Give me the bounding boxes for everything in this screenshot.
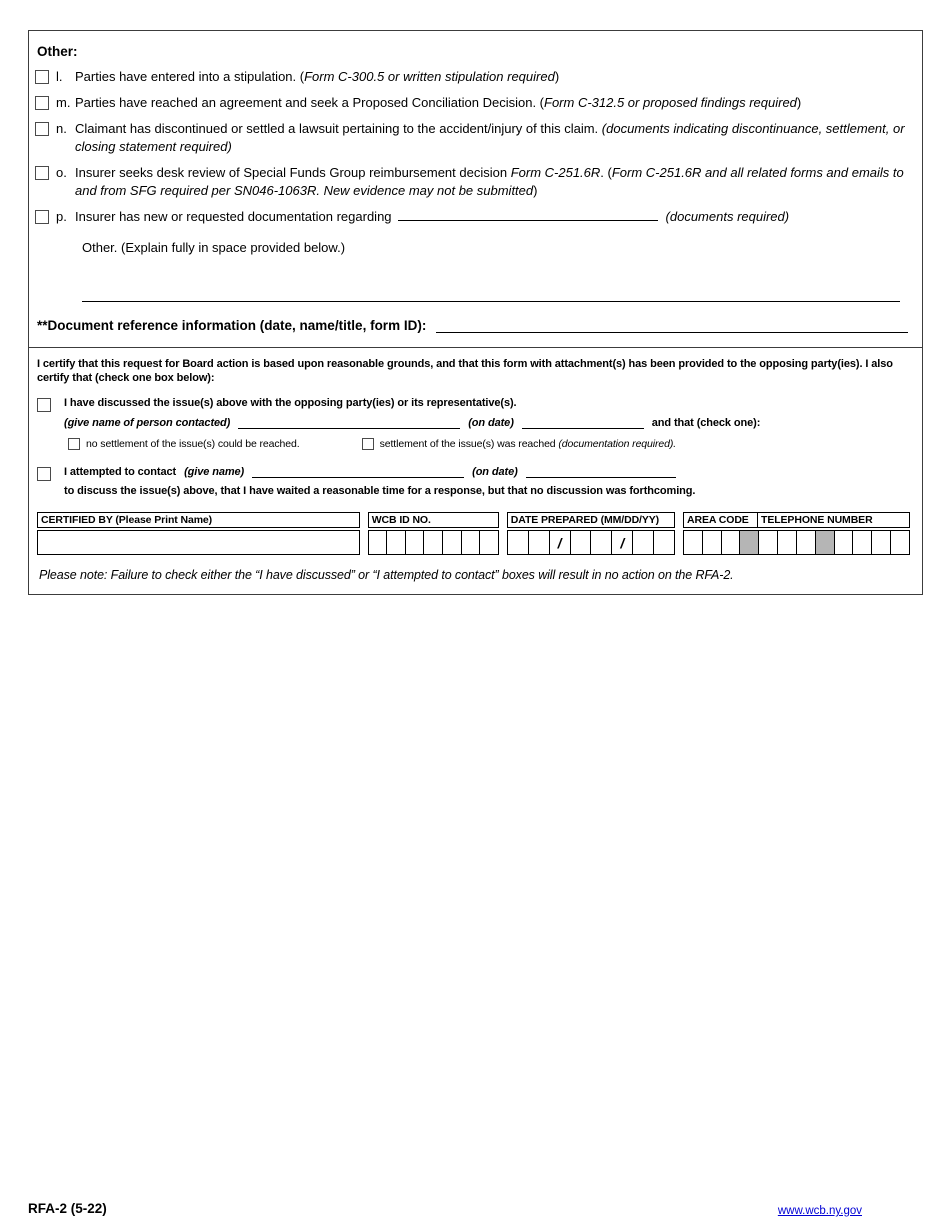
area-code-header: AREA CODE	[683, 512, 758, 528]
phone-digit-cell[interactable]	[777, 530, 797, 555]
item-l-main: Parties have entered into a stipulation. (	[75, 69, 305, 84]
item-l-close: )	[554, 69, 560, 84]
attempted-give-name-label: (give name)	[184, 466, 245, 479]
other-heading: Other:	[37, 44, 78, 59]
item-p-checkbox[interactable]	[35, 210, 49, 224]
settlement-options-row	[68, 438, 910, 450]
phone-digit-cell[interactable]	[890, 530, 910, 555]
discussed-label: I have discussed the issue(s) above with the opposing party(ies) or its representative(s).	[64, 397, 517, 410]
item-o-close: )	[533, 182, 538, 198]
discussed-fill-line	[64, 417, 910, 429]
discussed-block	[37, 397, 910, 450]
certified-by-input[interactable]	[37, 530, 360, 555]
phone-group	[683, 512, 910, 555]
other-item-l	[35, 68, 910, 86]
other-explanation-field[interactable]	[82, 301, 900, 302]
contact-date-field[interactable]	[522, 417, 644, 429]
date-year-cell[interactable]	[653, 530, 675, 555]
certification-table	[37, 512, 910, 555]
date-separator: /	[611, 530, 633, 555]
phone-cells	[683, 530, 910, 555]
and-that-label: and that (check one):	[651, 417, 761, 430]
date-day-cell[interactable]	[570, 530, 592, 555]
item-o-checkbox[interactable]	[35, 166, 49, 180]
item-m-main: Parties have reached an agreement and seek a Proposed Conciliation Decision. (	[75, 94, 544, 110]
give-name-label: (give name of person contacted)	[64, 417, 231, 430]
other-explain-label: Other. (Explain fully in space provided below.)	[82, 239, 346, 255]
item-l-letter: l.	[56, 69, 63, 84]
form-id: RFA-2 (5-22)	[28, 1201, 107, 1216]
date-separator: /	[549, 530, 571, 555]
area-code-cell[interactable]	[702, 530, 722, 555]
wcb-id-cell[interactable]	[368, 530, 388, 555]
item-p-letter: p.	[56, 208, 67, 224]
item-l-requirement: Form C-300.5 or written stipulation required	[304, 69, 555, 84]
item-o-requirement: Form C-251.6R and all related forms and emails to and from SFG required per SN046-1063R. New evidence may not be submitted	[75, 164, 904, 198]
failure-note: Please note: Failure to check either the “I have discussed” or “I attempted to contact” boxes will result in no action on the RFA-2.	[39, 568, 734, 583]
wcb-id-cell[interactable]	[386, 530, 406, 555]
settlement-reached-text: settlement of the issue(s) was reached	[379, 438, 559, 451]
item-n-requirement: (documents indicating discontinuance, settlement, or closing statement required)	[75, 120, 905, 154]
attempted-fill-line	[64, 466, 910, 478]
document-reference-field[interactable]	[436, 319, 908, 333]
item-o-form-ref: Form C-251.6R	[510, 164, 601, 180]
item-l-text	[75, 68, 910, 86]
person-contacted-field[interactable]	[238, 417, 460, 429]
item-n-text	[75, 120, 910, 156]
phone-digit-cell[interactable]	[758, 530, 778, 555]
area-code-cell[interactable]	[683, 530, 703, 555]
item-n-main: Claimant has discontinued or settled a lawsuit pertaining to the accident/injury of this claim.	[75, 120, 602, 136]
other-item-n	[35, 120, 910, 156]
form-box	[28, 30, 923, 595]
wcb-id-cell[interactable]	[442, 530, 462, 555]
phone-separator-cell	[815, 530, 835, 555]
attempted-content	[64, 466, 910, 497]
settlement-reached-requirement: (documentation required).	[558, 438, 677, 451]
no-settlement-label: no settlement of the issue(s) could be reached.	[86, 438, 300, 451]
date-prepared-header: DATE PREPARED (MM/DD/YY)	[507, 512, 675, 528]
item-p-main: Insurer has new or requested documentation regarding	[75, 208, 392, 224]
documentation-regarding-field[interactable]	[398, 208, 658, 221]
wcb-id-group	[368, 512, 499, 555]
settlement-reached-checkbox[interactable]	[362, 438, 374, 450]
item-m-close: )	[796, 94, 802, 110]
date-day-cell[interactable]	[590, 530, 612, 555]
item-m-requirement: Form C-312.5 or proposed findings required	[544, 94, 797, 110]
other-section	[29, 31, 922, 347]
date-month-cell[interactable]	[507, 530, 529, 555]
settlement-reached-label	[380, 438, 677, 450]
wcb-id-cell[interactable]	[423, 530, 443, 555]
no-settlement-checkbox[interactable]	[68, 438, 80, 450]
certification-section	[29, 347, 922, 595]
certification-intro: I certify that this request for Board action is based upon reasonable grounds, and that this form with attachment(s) has been provided to the opposing party(ies). I also certify that (check one box below):	[37, 357, 893, 384]
document-reference-row	[37, 318, 908, 333]
phone-separator-cell	[739, 530, 759, 555]
wcb-id-cell[interactable]	[479, 530, 499, 555]
phone-digit-cell[interactable]	[871, 530, 891, 555]
wcb-id-cell[interactable]	[461, 530, 481, 555]
item-l-checkbox[interactable]	[35, 70, 49, 84]
phone-digit-cell[interactable]	[796, 530, 816, 555]
item-o-text	[75, 164, 910, 200]
item-m-text	[75, 94, 910, 112]
item-n-checkbox[interactable]	[35, 122, 49, 136]
date-month-cell[interactable]	[528, 530, 550, 555]
item-o-letter: o.	[56, 164, 67, 180]
certified-by-header: CERTIFIED BY (Please Print Name)	[37, 512, 360, 528]
item-n-letter: n.	[56, 120, 67, 136]
item-o-mid: . (	[600, 164, 612, 180]
telephone-header: TELEPHONE NUMBER	[757, 512, 910, 528]
other-item-p	[35, 208, 910, 226]
wcb-id-header: WCB ID NO.	[368, 512, 499, 528]
discussed-checkbox[interactable]	[37, 398, 51, 412]
area-code-cell[interactable]	[721, 530, 741, 555]
item-p-text	[75, 208, 910, 226]
other-item-o	[35, 164, 910, 200]
attempted-on-date-label: (on date)	[472, 466, 518, 479]
attempted-label: I attempted to contact	[64, 466, 177, 479]
item-m-letter: m.	[56, 94, 71, 110]
date-prepared-cells	[507, 530, 675, 555]
item-p-requirement: (documents required)	[665, 208, 790, 224]
date-year-cell[interactable]	[632, 530, 654, 555]
attempted-date-field[interactable]	[526, 466, 676, 478]
wcb-id-cell[interactable]	[405, 530, 425, 555]
phone-headers	[683, 512, 910, 528]
certified-by-group	[37, 512, 360, 555]
wcb-id-cells	[368, 530, 499, 555]
website-link[interactable]: www.wcb.ny.gov	[777, 1205, 862, 1217]
attempted-name-field[interactable]	[252, 466, 464, 478]
item-m-checkbox[interactable]	[35, 96, 49, 110]
on-date-label: (on date)	[468, 417, 514, 430]
phone-digit-cell[interactable]	[852, 530, 872, 555]
discussed-content	[64, 397, 910, 450]
attempted-block	[37, 466, 910, 497]
attempted-checkbox[interactable]	[37, 467, 51, 481]
item-o-main: Insurer seeks desk review of Special Funds Group reimbursement decision	[75, 164, 511, 180]
other-item-m	[35, 94, 910, 112]
attempted-continuation: to discuss the issue(s) above, that I have waited a reasonable time for a response, but that no discussion was forthcoming.	[64, 485, 696, 498]
document-reference-label: **Document reference information (date, name/title, form ID):	[37, 317, 427, 333]
date-prepared-group	[507, 512, 675, 555]
phone-digit-cell[interactable]	[834, 530, 854, 555]
